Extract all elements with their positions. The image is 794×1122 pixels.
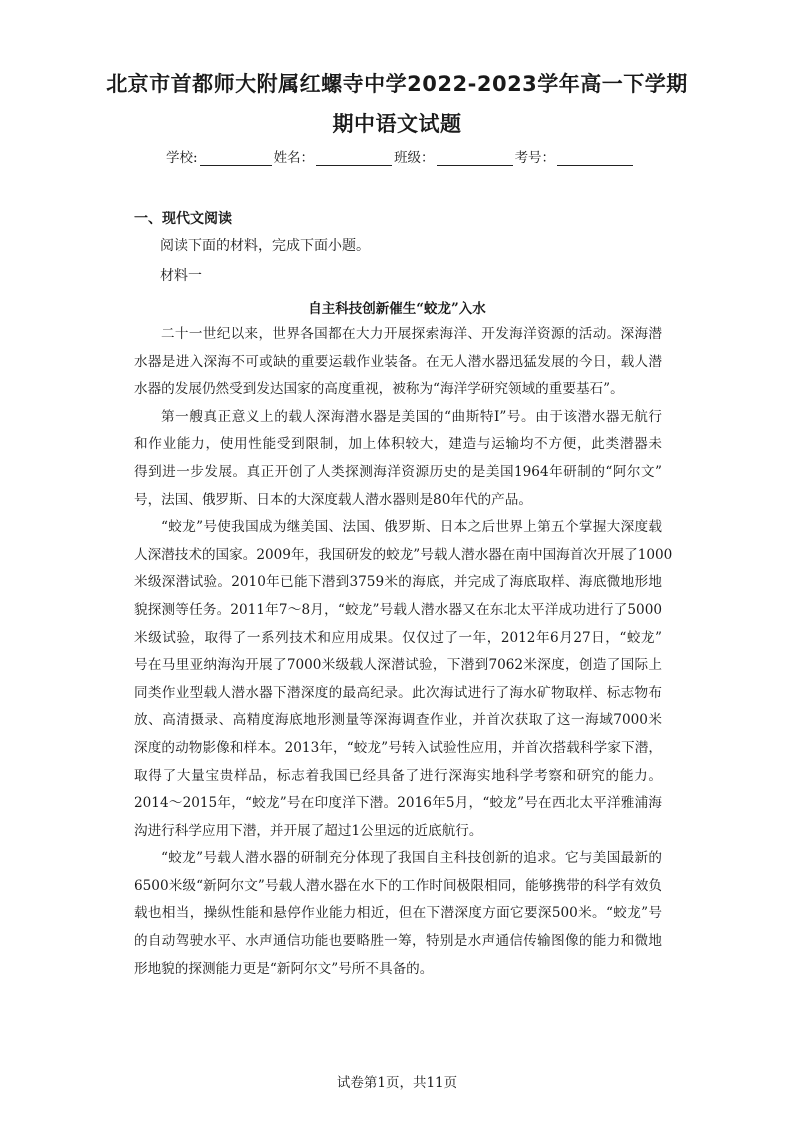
article-line: 二十一世纪以来，世界各国都在大力开展探索海洋、开发海洋资源的活动。深海潜 <box>161 326 662 342</box>
article-line: 沟进行科学应用下潜，并开展了超过1公里远的近底航行。 <box>134 822 483 839</box>
reading-instruction: 阅读下面的材料，完成下面小题。 <box>160 238 370 254</box>
article-line: 深度的动物影像和样本。2013年，“蛟龙”号转入试验性应用，并首次搭载科学家下潜， <box>134 739 662 756</box>
article-line: 放、高清摄录、高精度海底地形测量等深海调查作业，并首次获取了这一海域7000米 <box>134 712 662 729</box>
article-line: 号，法国、俄罗斯、日本的大深度载人潜水器则是80年代的产品。 <box>134 491 532 508</box>
section-heading: 一、现代文阅读 <box>134 211 232 227</box>
article-line: 貌探测等任务。2011年7～8月，“蛟龙”号载人潜水器又在东北太平洋成功进行了5000 <box>134 601 662 618</box>
exam-title-line2: 期中语文试题 <box>332 112 462 136</box>
article-line: 同类作业型载人潜水器下潜深度的最高纪录。此次海试进行了海水矿物取样、标志物布 <box>134 684 662 701</box>
article-body <box>134 321 673 983</box>
school-label: 学校: <box>166 150 198 166</box>
name-label: 姓名： <box>273 150 315 166</box>
article-line: “蛟龙”号使我国成为继美国、法国、俄罗斯、日本之后世界上第五个掌握大深度载 <box>161 519 662 536</box>
article-line: 第一艘真正意义上的载人深海潜水器是美国的“曲斯特I”号。由于该潜水器无航行 <box>161 408 662 425</box>
article-title: 自主科技创新催生“蛟龙”入水 <box>308 301 486 317</box>
article-line: 得到进一步发展。真正开创了人类探测海洋资源历史的是美国1964年研制的“阿尔文” <box>134 463 662 480</box>
article-line: 人深潜技术的国家。2009年，我国研发的蛟龙”号载人潜水器在南中国海首次开展了1000 <box>134 546 673 563</box>
exam-title-line1: 北京市首都师大附属红螺寺中学2022-2023学年高一下学期 <box>106 72 688 96</box>
student-info-row <box>166 146 633 166</box>
article-line: 2014～2015年，“蛟龙”号在印度洋下潜。2016年5月，“蛟龙”号在西北太平洋雅浦海 <box>134 795 662 812</box>
article-line: 水器是进入深海不可或缺的重要运载作业装备。在无人潜水器迅猛发展的今日，载人潜 <box>134 353 662 370</box>
material-label: 材料一 <box>160 268 202 284</box>
article-line: 取得了大量宝贵样品，标志着我国已经具备了进行深海实地科学考察和研究的能力。 <box>134 767 662 784</box>
article-line: 号在马里亚纳海沟开展了7000米级载人深潜试验，下潜到7062米深度，创造了国际上 <box>134 657 662 674</box>
name-blank[interactable] <box>316 151 392 166</box>
article-line: 形地貌的探测能力更是“新阿尔文”号所不具备的。 <box>134 960 434 977</box>
article-line: 载也相当，操纵性能和悬停作业能力相近，但在下潜深度方面它要深500米。“蛟龙”号 <box>134 905 662 922</box>
article-line: 和作业能力，使用性能受到限制，加上体积较大，建造与运输均不方便，此类潜器未 <box>134 436 662 453</box>
school-blank[interactable] <box>200 151 272 166</box>
article-line: “蛟龙”号载人潜水器的研制充分体现了我国自主科技创新的追求。它与美国最新的 <box>161 850 662 867</box>
class-blank[interactable] <box>437 151 513 166</box>
article-line: 的自动驾驶水平、水声通信功能也要略胜一筹，特别是水声通信传输图像的能力和微地 <box>134 933 662 950</box>
article-line: 水器的发展仍然受到发达国家的高度重视，被称为“海洋学研究领域的重要基石”。 <box>134 381 624 398</box>
article-line: 6500米级“新阿尔文”号载人潜水器在水下的工作时间极限相同，能够携带的科学有效负 <box>134 877 662 894</box>
article-line: 米级深潜试验。2010年已能下潜到3759米的海底，并完成了海底取样、海底微地形地 <box>134 574 662 591</box>
exam-number-blank[interactable] <box>557 151 633 166</box>
class-label: 班级： <box>394 150 435 166</box>
page-footer: 试卷第1页，共11页 <box>336 1075 458 1091</box>
exam-number-label: 考号： <box>514 150 556 166</box>
article-line: 米级试验，取得了一系列技术和应用成果。仅仅过了一年，2012年6月27日，“蛟龙” <box>134 629 662 646</box>
